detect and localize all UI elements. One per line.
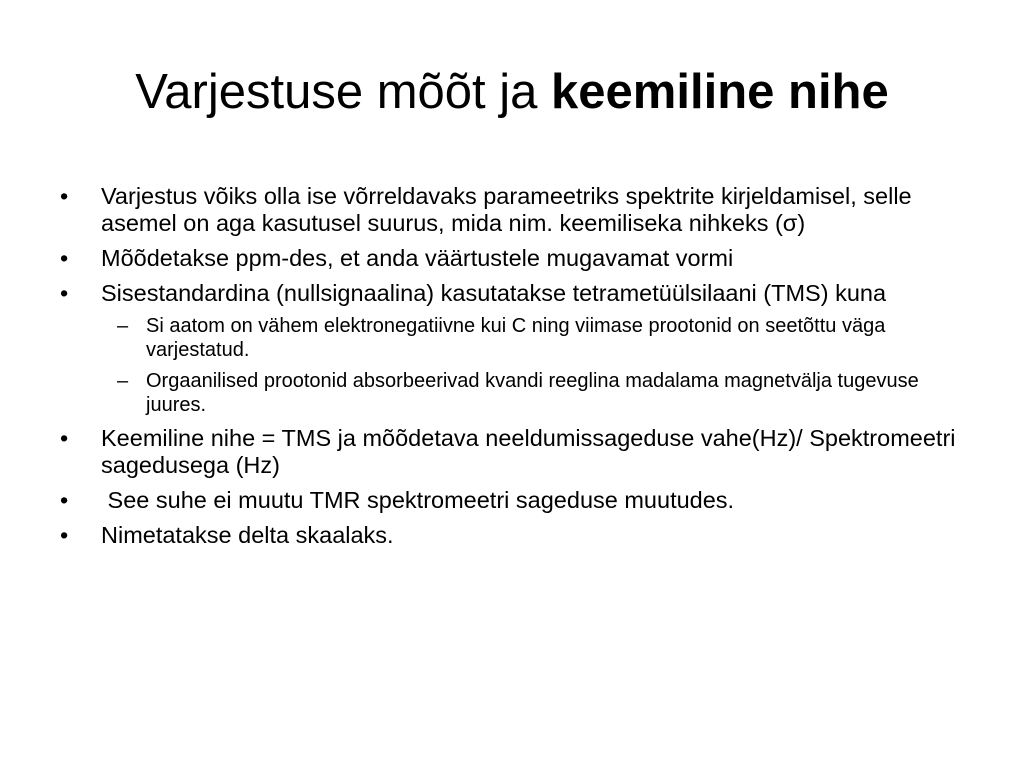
bullet-marker: • (60, 425, 69, 451)
bullet-item (60, 245, 980, 272)
bullet-text: Sisestandardina (nullsignaalina) kasutatakse tetrametüülsilaani (TMS) kuna (101, 280, 887, 306)
bullet-item (60, 280, 980, 307)
sub-bullet-item (60, 314, 980, 362)
bullet-item (60, 183, 980, 237)
bullet-marker: • (60, 522, 69, 548)
sub-bullet-marker: – (117, 315, 129, 337)
bullet-text: Keemiline nihe = TMS ja mõõdetava neeldumissageduse vahe(Hz)/ Spektromeetri sagedusega (Hz) (101, 425, 956, 478)
bullet-text: Nimetatakse delta skaalaks. (101, 522, 394, 548)
bullet-marker: • (60, 487, 69, 513)
sub-bullet-item (60, 369, 980, 417)
bullet-marker: • (60, 245, 69, 271)
bullet-item (60, 425, 980, 479)
slide-title (0, 62, 1024, 122)
sub-bullet-text: Si aatom on vähem elektronegatiivne kui C ning viimase prootonid on seetõttu väga varjestatud. (146, 315, 886, 361)
bullet-text: Mõõdetakse ppm-des, et anda väärtustele mugavamat vormi (101, 245, 734, 271)
bullet-text: See suhe ei muutu TMR spektromeetri sageduse muutudes. (101, 487, 735, 513)
slide-title-regular: Varjestuse mõõt ja (135, 65, 552, 119)
slide-title-bold: keemiline nihe (551, 65, 889, 119)
bullet-marker: • (60, 280, 69, 306)
sub-bullet-marker: – (117, 370, 129, 392)
slide-body (60, 183, 980, 557)
bullet-text: Varjestus võiks olla ise võrreldavaks parameetriks spektrite kirjeldamisel, selle asemel on aga kasutusel suurus, mida nim. keemiliseka nihkeks (σ) (101, 183, 912, 236)
bullet-item (60, 487, 980, 514)
bullet-marker: • (60, 183, 69, 209)
bullet-item (60, 522, 980, 549)
sub-bullet-text: Orgaanilised prootonid absorbeerivad kvandi reeglina madalama magnetvälja tugevuse juures. (146, 370, 919, 416)
